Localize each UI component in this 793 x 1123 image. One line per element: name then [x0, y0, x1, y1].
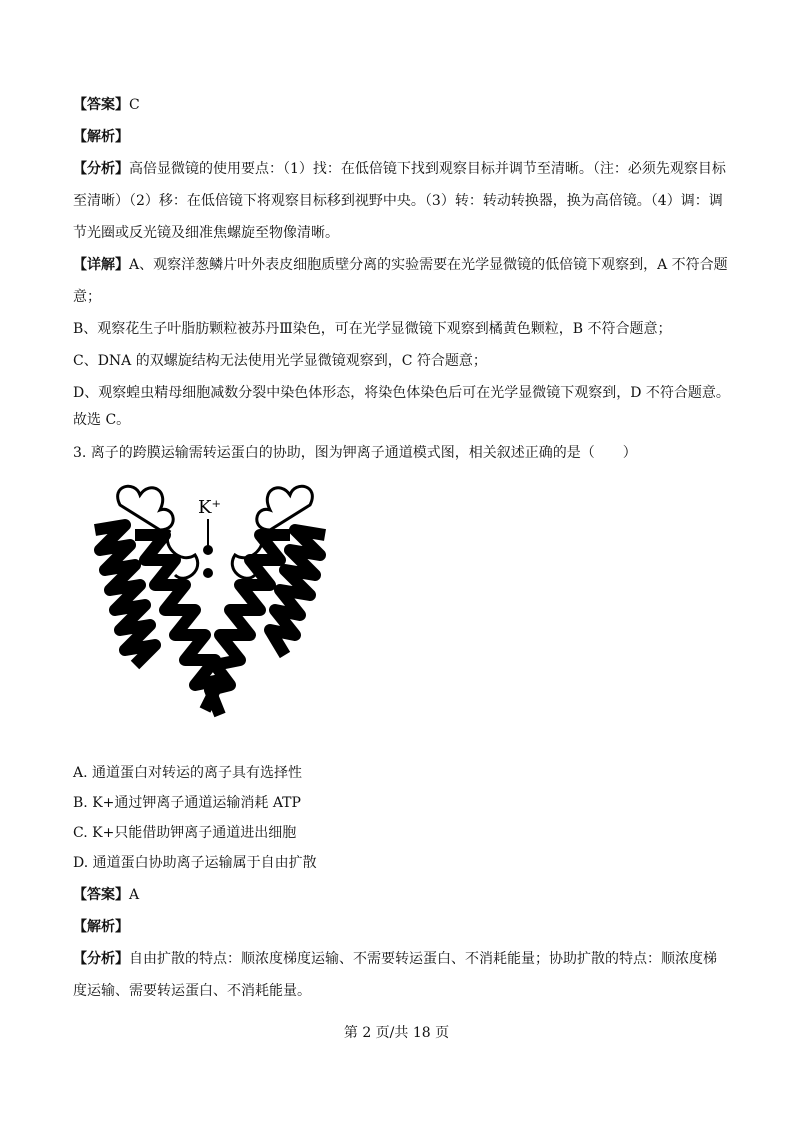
text: 自由扩散的特点：顺浓度梯度运输、不需要转运蛋白、不消耗能量；协助扩散的特点：顺浓度梯 [129, 951, 717, 967]
fenxi2-line-1 [73, 949, 733, 969]
fenxi-line-3 [73, 223, 733, 243]
text: 故选 C。 [73, 412, 131, 428]
text: A、观察洋葱鳞片叶外表皮细胞质壁分离的实验需要在光学显微镜的低倍镜下观察到，A 不符合题 [129, 257, 728, 273]
potassium-channel-diagram [80, 475, 355, 750]
tag: 【解析】 [73, 129, 129, 145]
text: 高倍显微镜的使用要点：（1）找：在低倍镜下找到观察目标并调节至清晰。（注：必须先观察目标 [129, 161, 726, 177]
text: C [129, 97, 140, 113]
text: 3. 离子的跨膜运输需转运蛋白的协助，图为钾离子通道模式图，相关叙述正确的是（ ） [73, 445, 637, 461]
analysis-heading-1 [73, 127, 733, 147]
tag: 【详解】 [73, 257, 129, 273]
option-d: D. 通道蛋白协助离子运输属于自由扩散 [73, 855, 317, 871]
xiangjie-line-2 [73, 287, 733, 307]
text: D、观察蝗虫精母细胞减数分裂中染色体形态，将染色体染色后可在光学显微镜下观察到，D 不符合题意。 [73, 385, 730, 401]
option-b: B. K+通过钾离子通道运输消耗 ATP [73, 795, 301, 811]
tag: 【答案】 [73, 97, 129, 113]
k-ion-2 [203, 568, 213, 578]
text: 意； [73, 289, 101, 305]
xiangjie-line-1 [73, 255, 733, 275]
text: 度运输、需要转运蛋白、不消耗能量。 [73, 983, 311, 999]
option-c: C. K+只能借助钾离子通道进出细胞 [73, 825, 297, 841]
k-ion-label: K⁺ [198, 497, 221, 518]
answer-line-1 [73, 95, 733, 115]
question-3-stem [73, 443, 733, 463]
text: 至清晰）（2）移：在低倍镜下将观察目标移到视野中央。（3）转：转动转换器，换为高倍镜。（4）调：调 [73, 193, 723, 209]
tag: 【解析】 [73, 919, 129, 935]
xiangjie-line-4 [73, 351, 733, 371]
right-outer-loop [257, 486, 313, 530]
fenxi-line-2 [73, 191, 733, 211]
left-outer-helix [95, 525, 155, 665]
tag: 【分析】 [73, 161, 129, 177]
analysis-heading-2 [73, 917, 733, 937]
answer-line-2 [73, 885, 733, 905]
fenxi-line-1 [73, 159, 733, 179]
text: B、观察花生子叶脂肪颗粒被苏丹Ⅲ染色，可在光学显微镜下观察到橘黄色颗粒，B 不符合题意； [73, 321, 672, 337]
tag: 【分析】 [73, 951, 129, 967]
fenxi2-line-2 [73, 981, 733, 1001]
k-ion-1 [203, 545, 213, 555]
right-inner-helix [210, 535, 290, 715]
conclusion-line [73, 410, 733, 430]
page-footer: 第 2 页/共 18 页 [343, 1025, 450, 1041]
xiangjie-line-5 [73, 383, 733, 403]
potassium-channel-figure [80, 475, 355, 750]
option-a: A. 通道蛋白对转运的离子具有选择性 [73, 765, 303, 781]
tag: 【答案】 [73, 887, 129, 903]
text: C、DNA 的双螺旋结构无法使用光学显微镜观察到，C 符合题意； [73, 353, 487, 369]
xiangjie-line-3 [73, 319, 733, 339]
text: A [129, 887, 140, 903]
text: 节光圈或反光镜及细准焦螺旋至物像清晰。 [73, 225, 339, 241]
